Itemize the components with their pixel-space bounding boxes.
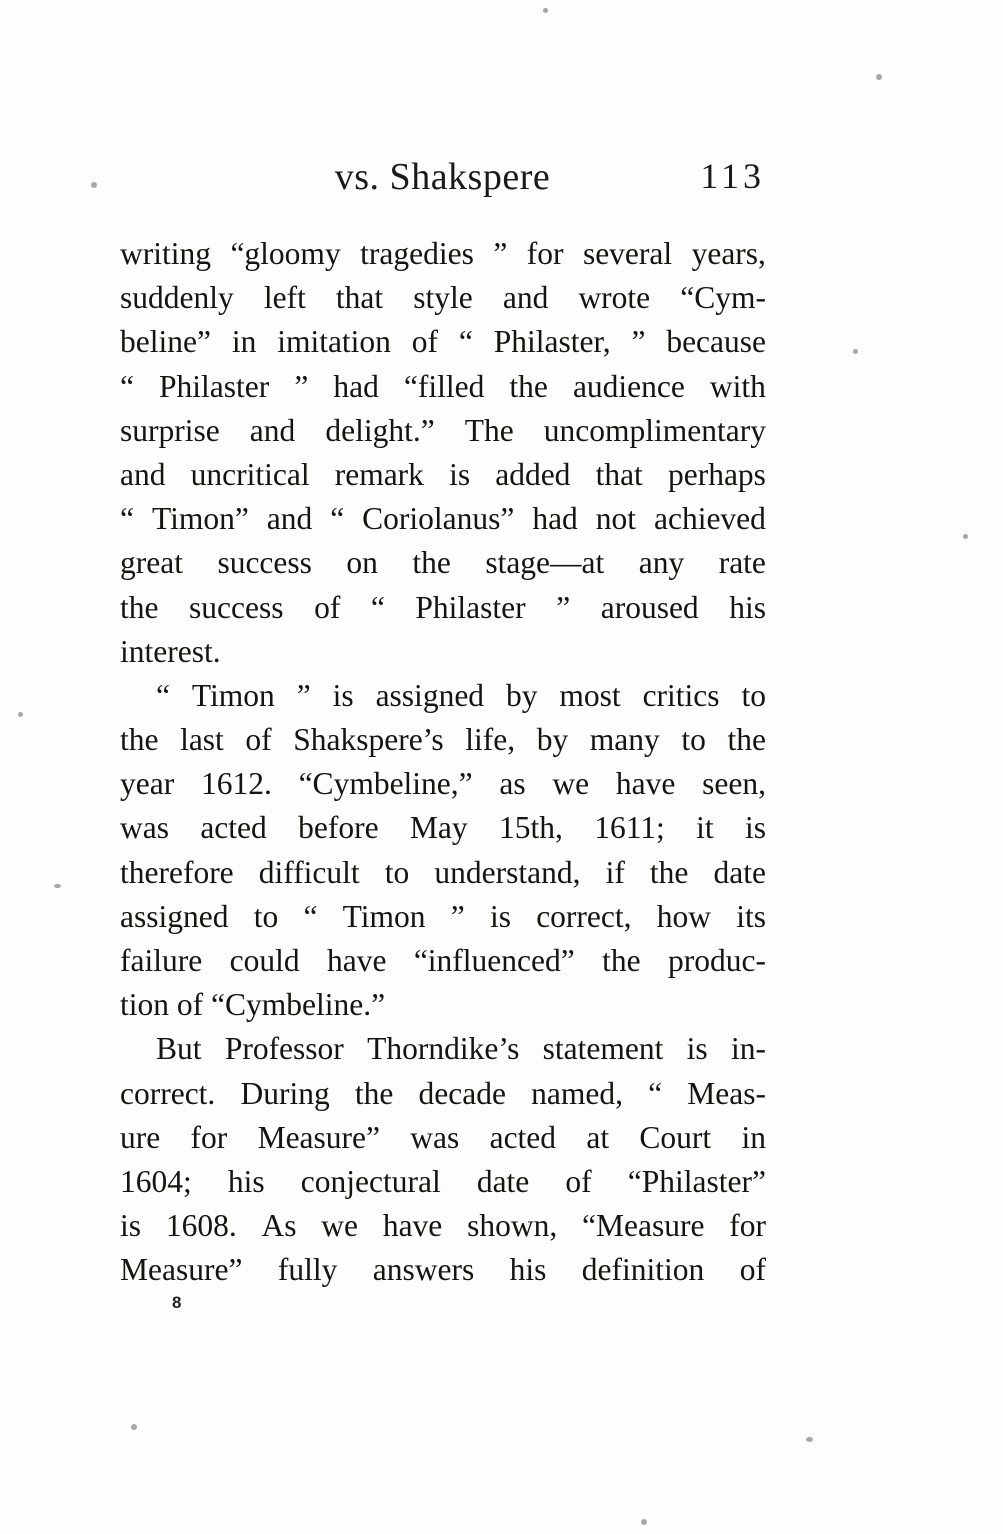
text-line — [120, 365, 766, 409]
text-line — [120, 1116, 766, 1160]
word: shown, — [467, 1208, 558, 1244]
word: and — [266, 501, 313, 537]
word: had — [532, 501, 578, 537]
word: uncritical — [190, 456, 310, 492]
word: interest. — [120, 633, 221, 669]
word: the — [727, 722, 766, 758]
word: tion of “Cymbeline.” — [120, 987, 386, 1023]
word: most — [559, 677, 621, 713]
word: therefore — [120, 854, 234, 890]
word: correct. — [120, 1075, 216, 1111]
word: “ — [120, 501, 134, 537]
word: it — [696, 810, 714, 846]
paragraph — [120, 232, 766, 674]
word: 1612. — [200, 766, 272, 802]
word: answers — [372, 1252, 475, 1288]
word: in- — [730, 1031, 766, 1067]
word: date — [713, 854, 766, 890]
word: acted — [200, 810, 267, 846]
word: Philaster — [415, 589, 526, 625]
word: have — [615, 766, 676, 802]
word: failure — [120, 943, 203, 978]
word: “Measure — [582, 1208, 705, 1244]
word: stage—at — [485, 545, 605, 581]
text-line — [120, 541, 766, 585]
text-line — [120, 939, 766, 983]
word: last — [180, 722, 224, 758]
page-body — [120, 232, 766, 1293]
word: difficult — [258, 854, 360, 890]
word: to — [253, 898, 279, 934]
word: before — [298, 810, 379, 846]
word: ” — [493, 236, 508, 271]
running-head-title: vs. Shakspere — [334, 156, 551, 198]
word: the — [649, 854, 689, 890]
word: achieved — [653, 501, 766, 537]
word: “Cym- — [680, 280, 766, 316]
word: success — [217, 545, 312, 581]
word: in — [741, 1119, 766, 1155]
word: great — [120, 545, 183, 581]
word: May — [409, 810, 468, 846]
word: to — [681, 722, 706, 758]
word: the — [602, 943, 641, 978]
word: “filled — [403, 368, 485, 404]
scan-speck — [963, 534, 968, 539]
word: of — [565, 1163, 592, 1199]
text-line — [120, 320, 766, 364]
text-line — [120, 276, 766, 320]
word: assigned — [120, 898, 229, 934]
text-line — [120, 674, 766, 718]
word: named, — [531, 1075, 623, 1111]
word: had — [333, 368, 379, 404]
text-line — [120, 851, 766, 895]
text-line — [120, 1248, 766, 1292]
word: “ — [303, 898, 318, 934]
word: Thorndike’s — [367, 1031, 520, 1067]
word: because — [666, 324, 766, 360]
word: for — [729, 1208, 766, 1244]
word: critics — [642, 677, 720, 713]
paragraph — [120, 674, 766, 1028]
word: have — [382, 1208, 443, 1244]
page-number: 113 — [700, 156, 765, 196]
word: and — [502, 280, 549, 316]
text-line — [120, 762, 766, 806]
word: years, — [691, 236, 766, 271]
page-header — [120, 155, 765, 199]
word: “gloomy — [230, 236, 341, 271]
word: have — [326, 943, 387, 978]
word: the — [509, 368, 548, 404]
paragraph — [120, 1027, 766, 1292]
text-line — [120, 409, 766, 453]
word: not — [595, 501, 637, 537]
text-line — [120, 806, 766, 850]
word: delight.” — [325, 412, 435, 448]
word: Meas- — [687, 1075, 766, 1111]
word: is — [489, 898, 511, 934]
word: of — [314, 589, 341, 625]
word: is — [332, 677, 354, 713]
word: statement — [542, 1031, 664, 1067]
word: But — [156, 1031, 202, 1067]
scan-speck — [18, 712, 23, 717]
word: in — [231, 324, 257, 360]
word: definition — [581, 1252, 705, 1288]
text-line — [120, 1160, 766, 1204]
word: by — [505, 677, 538, 713]
word: could — [229, 943, 300, 978]
word: fully — [277, 1252, 338, 1288]
word: is — [449, 456, 471, 492]
text-line — [120, 586, 766, 630]
word: acted — [489, 1119, 557, 1155]
word: date — [476, 1163, 530, 1199]
word: tragedies — [360, 236, 474, 271]
text-line — [120, 630, 766, 674]
word: to — [384, 854, 410, 890]
word: and — [249, 412, 296, 448]
word: many — [589, 722, 660, 758]
word: of — [245, 722, 272, 758]
word: “Philaster” — [627, 1163, 766, 1199]
word: Coriolanus” — [362, 501, 515, 537]
word: on — [346, 545, 378, 581]
scan-speck — [131, 1424, 137, 1430]
word: as — [499, 766, 526, 802]
scan-speck — [876, 74, 882, 80]
word: “ — [120, 368, 134, 404]
scan-speck — [641, 1519, 647, 1525]
text-line — [120, 1072, 766, 1116]
word: Timon” — [151, 501, 249, 537]
word: During — [240, 1075, 330, 1111]
text-line — [120, 895, 766, 939]
word: is — [120, 1208, 142, 1244]
word: remark — [334, 456, 424, 492]
word: Philaster, — [493, 324, 611, 360]
word: Court — [639, 1119, 712, 1155]
word: writing — [120, 236, 211, 271]
word: that — [595, 456, 643, 492]
word: Timon — [342, 898, 426, 934]
word: Measure” — [120, 1252, 243, 1288]
text-line — [120, 1027, 766, 1071]
word: success — [189, 589, 284, 625]
word: 1611; — [594, 810, 665, 846]
word: by — [536, 722, 569, 758]
word: assigned — [375, 677, 485, 713]
scan-speck — [806, 1437, 813, 1442]
scan-speck — [853, 349, 858, 354]
word: and — [120, 456, 166, 492]
word: perhaps — [667, 456, 766, 492]
word: added — [495, 456, 571, 492]
word: aroused — [600, 589, 699, 625]
word: we — [321, 1208, 359, 1244]
word: his — [729, 589, 766, 625]
word: ” — [450, 898, 465, 934]
word: The — [464, 412, 514, 448]
word: “Cymbeline,” — [298, 766, 473, 802]
word: of — [739, 1252, 766, 1288]
word: at — [586, 1119, 610, 1155]
word: was — [120, 810, 169, 846]
text-line — [120, 497, 766, 541]
word: 1608. — [165, 1208, 237, 1244]
word: to — [741, 677, 766, 713]
word: left — [263, 280, 306, 316]
word: “ — [370, 589, 385, 625]
word: if — [605, 854, 625, 890]
word: the — [120, 722, 159, 758]
word: the — [412, 545, 451, 581]
word: his — [509, 1252, 547, 1288]
word: ure — [120, 1119, 161, 1155]
word: Timon — [191, 677, 275, 713]
word: understand, — [434, 854, 581, 890]
word: for — [190, 1119, 228, 1155]
word: “ — [648, 1075, 663, 1111]
word: the — [120, 589, 159, 625]
word: his — [227, 1163, 265, 1199]
word: 15th, — [498, 810, 563, 846]
word: Philaster — [159, 368, 270, 404]
scan-speck — [54, 884, 61, 888]
word: suddenly — [120, 280, 234, 316]
word: imitation — [277, 324, 391, 360]
word: As — [261, 1208, 297, 1244]
text-line — [120, 718, 766, 762]
word: ” — [296, 677, 311, 713]
word: we — [552, 766, 590, 802]
word: surprise — [120, 412, 220, 448]
scan-speck — [543, 8, 548, 13]
word: wrote — [578, 280, 651, 316]
word: “ — [458, 324, 473, 360]
word: that — [335, 280, 384, 316]
word: Measure” — [257, 1119, 380, 1155]
word: beline” — [120, 324, 211, 360]
word: how — [656, 898, 711, 934]
word: Shakspere’s — [293, 722, 444, 758]
text-line — [120, 1204, 766, 1248]
word: seen, — [702, 766, 766, 802]
word: “ — [156, 677, 170, 713]
word: 1604; — [120, 1163, 192, 1199]
word: produc- — [668, 943, 766, 978]
word: uncomplimentary — [543, 412, 766, 448]
word: ” — [294, 368, 309, 404]
text-line — [120, 232, 766, 276]
word: of — [411, 324, 439, 360]
word: is — [744, 810, 766, 846]
word: correct, — [536, 898, 632, 934]
word: any — [638, 545, 685, 581]
word: the — [354, 1075, 394, 1111]
text-line — [120, 983, 766, 1027]
word: ” — [556, 589, 571, 625]
word: decade — [418, 1075, 506, 1111]
word: audience — [572, 368, 685, 404]
word: is — [686, 1031, 708, 1067]
word: for — [526, 236, 564, 271]
text-line — [120, 453, 766, 497]
word: conjectural — [300, 1163, 441, 1199]
word: style — [413, 280, 473, 316]
word: “ — [330, 501, 345, 537]
word: its — [736, 898, 766, 934]
word: year — [120, 766, 175, 802]
word: with — [709, 368, 766, 404]
word: ” — [631, 324, 646, 360]
signature-mark: 8 — [172, 1293, 182, 1312]
word: life, — [465, 722, 516, 758]
word: “influenced” — [413, 943, 575, 978]
word: several — [582, 236, 673, 271]
word: rate — [718, 545, 766, 581]
word: Professor — [224, 1031, 344, 1067]
word: was — [410, 1119, 460, 1155]
scan-speck — [91, 182, 97, 188]
